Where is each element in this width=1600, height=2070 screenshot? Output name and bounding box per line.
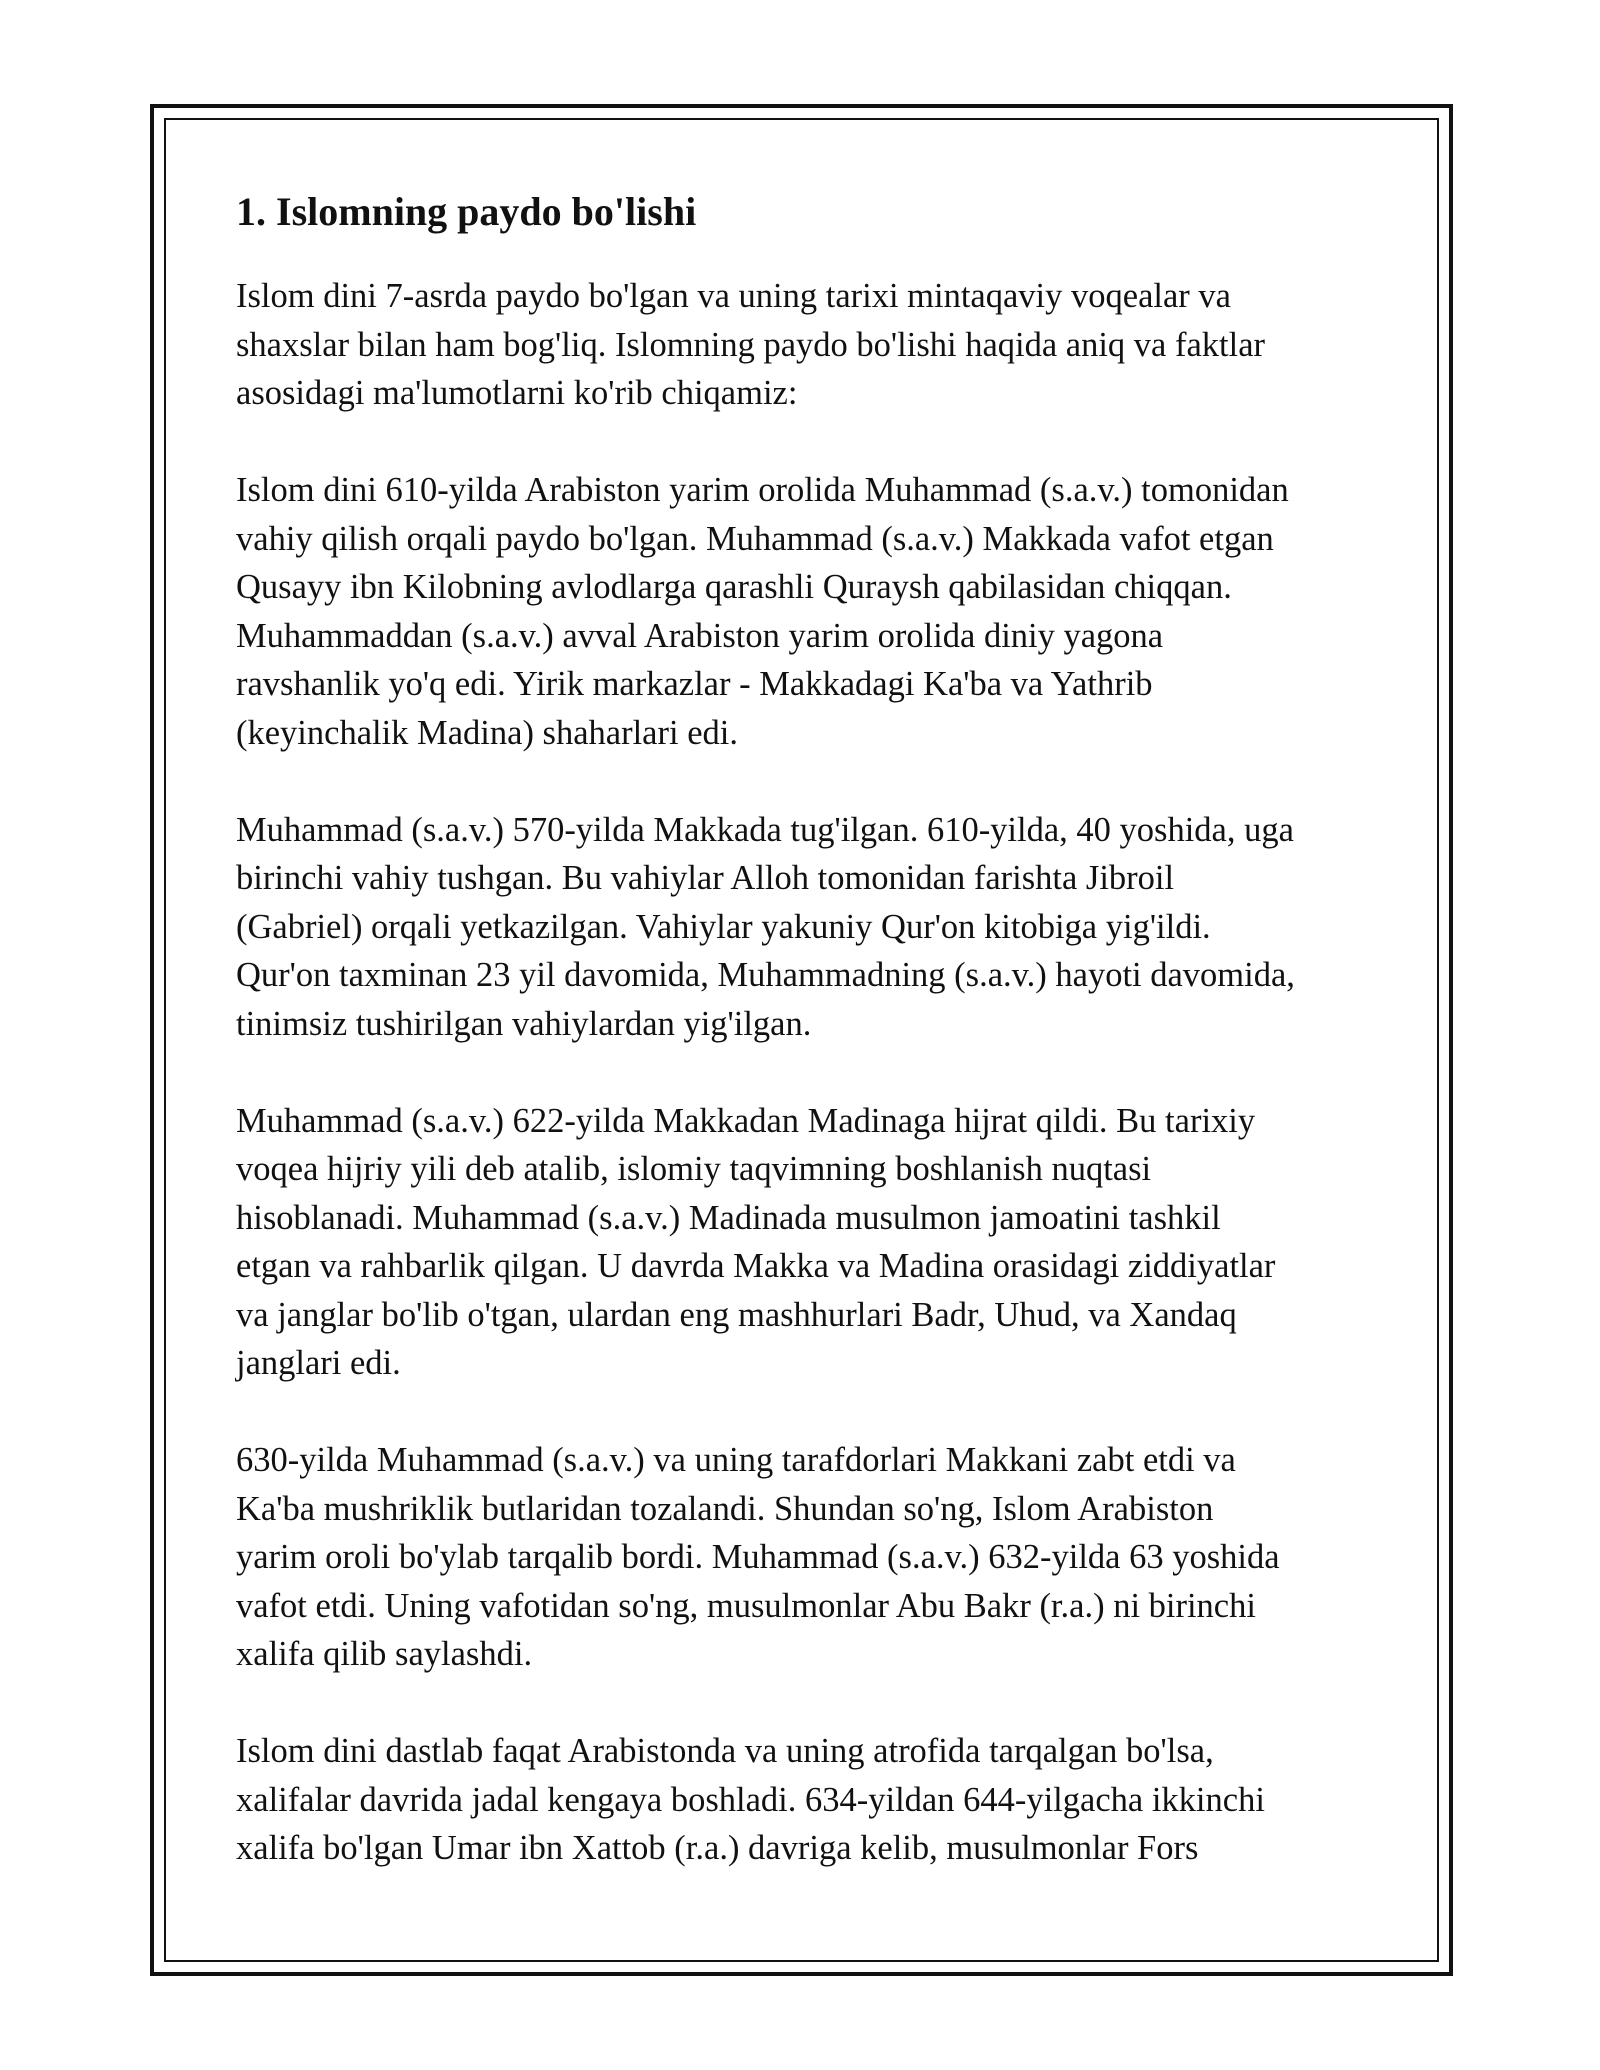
- paragraph-expansion: Islom dini dastlab faqat Arabistonda va uning atrofida tarqalgan bo'lsa, xalifalar davrida jadal kengaya boshladi. 634-yildan 644-yilgacha ikkinchi xalifa bo'lgan Umar ibn Xattob (r.a.) davriga kelib, musulmonlar Fors: [236, 1732, 1265, 1867]
- paragraph-intro: Islom dini 7-asrda paydo bo'lgan va uning tarixi mintaqaviy voqealar va shaxslar bilan ham bog'liq. Islomning paydo bo'lishi haqida aniq va faktlar asosidagi ma'lumotlarni ko'rib chiqamiz:: [236, 277, 1266, 412]
- section-heading: 1. Islomning paydo bo'lishi: [236, 189, 697, 234]
- paragraph-hijra: Muhammad (s.a.v.) 622-yilda Makkadan Madinaga hijrat qildi. Bu tarixiy voqea hijriy yili deb atalib, islomiy taqvimning boshlanish nuqtasi hisoblanadi. Muhammad (s.a.v.) Madinada musulmon jamoatini tashkil etgan va rahbarlik qilgan. U davrda Makka va Madina orasidagi ziddiyatlar va janglar bo'lib o'tgan, ulardan eng mashhurlari Badr, Uhud, va Xandaq janglari edi.: [236, 1101, 1276, 1382]
- paragraph-revelation: Muhammad (s.a.v.) 570-yilda Makkada tug'ilgan. 610-yilda, 40 yoshida, uga birinchi vahiy tushgan. Bu vahiylar Alloh tomonidan farishta Jibroil (Gabriel) orqali yetkazilgan. Vahiylar yakuniy Qur'on kitobiga yig'ildi. Qur'on taxminan 23 yil davomida, Muhammadning (s.a.v.) hayoti davomida, tinimsiz tushirilgan vahiylardan yig'ilgan.: [236, 810, 1295, 1043]
- paragraph-origin: Islom dini 610-yilda Arabiston yarim orolida Muhammad (s.a.v.) tomonidan vahiy qilish orqali paydo bo'lgan. Muhammad (s.a.v.) Makkada vafot etgan Qusayy ibn Kilobning avlodlarga qarashli Quraysh qabilasidan chiqqan. Muhammaddan (s.a.v.) avval Arabiston yarim orolida diniy yagona ravshanlik yo'q edi. Yirik markazlar - Makkadagi Ka'ba va Yathrib (keyinchalik Madina) shaharlari edi.: [236, 471, 1289, 752]
- document-body: [236, 186, 1386, 1921]
- paragraph-conquest: 630-yilda Muhammad (s.a.v.) va uning tarafdorlari Makkani zabt etdi va Ka'ba mushriklik butlaridan tozalandi. Shundan so'ng, Islom Arabiston yarim oroli bo'ylab tarqalib bordi. Muhammad (s.a.v.) 632-yilda 63 yoshida vafot etdi. Uning vafotidan so'ng, musulmonlar Abu Bakr (r.a.) ni birinchi xalifa qilib saylashdi.: [236, 1441, 1280, 1673]
